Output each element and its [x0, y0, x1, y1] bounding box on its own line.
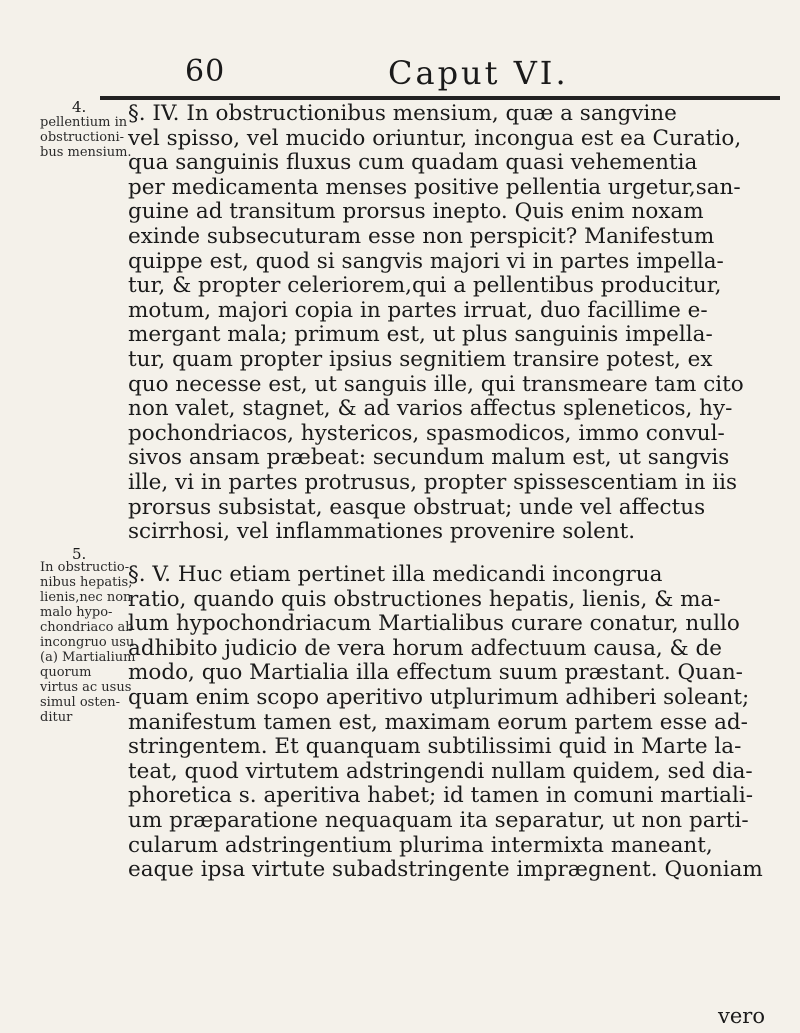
text-line: adhibito judicio de vera horum adfectuum causa, & de [128, 635, 723, 661]
text-line: teat, quod virtutem adstringendi nullam quidem, sed dia- [128, 758, 753, 784]
text-line: ratio, quando quis obstructiones hepatis, lienis, & ma- [128, 586, 721, 612]
margin-note-line: bus mensium. [40, 145, 132, 160]
header-rule [100, 96, 780, 100]
margin-marker-bottom: 5. [72, 545, 87, 563]
text-line: cularum adstringentium plurima intermixta maneant, [128, 832, 713, 858]
catchword: vero [718, 1004, 765, 1028]
text-line: per medicamenta menses positive pellentia urgetur,san- [128, 174, 741, 200]
margin-note-line: (a) Martialium [40, 650, 136, 665]
text-line: vel spisso, vel mucido oriuntur, incongua est ea Curatio, [128, 125, 742, 151]
paragraph-section-v [128, 563, 778, 883]
margin-note-line: malo hypo- [40, 605, 113, 620]
text-line: mergant mala; primum est, ut plus sanguinis impella- [128, 322, 713, 348]
text-line: tur, & propter celeriorem,qui a pellentibus producitur, [128, 273, 722, 299]
text-line: tur, quam propter ipsius segnitiem transire potest, ex [128, 346, 713, 372]
text-line: §. V. Huc etiam pertinet illa medicandi incongrua [128, 562, 663, 587]
margin-marker-top: 4. [72, 98, 87, 116]
text-line: quam enim scopo aperitivo utplurimum adhiberi soleant; [128, 684, 750, 710]
text-line: um præparatione nequaquam ita separatur, ut non parti- [128, 807, 749, 833]
text-line: sivos ansam præbeat: secundum malum est, ut sangvis [128, 445, 730, 471]
margin-note-bottom [40, 560, 136, 725]
margin-note-line: incongruo usu [40, 635, 135, 650]
text-line: lum hypochondriacum Martialibus curare conatur, nullo [128, 611, 740, 637]
text-line: stringentem. Et quanquam subtilissimi quid in Marte la- [128, 734, 742, 760]
margin-note-line: lienis,nec non [40, 590, 132, 605]
margin-note-top [40, 115, 132, 160]
text-line: manifestum tamen est, maximam eorum partem esse ad- [128, 709, 748, 735]
margin-note-line: simul osten- [40, 695, 120, 710]
margin-note-line: obstructioni- [40, 130, 125, 145]
margin-note-line: In obstructio- [40, 560, 130, 575]
paragraph-section-iv [128, 102, 778, 545]
text-line: ille, vi in partes protrusus, propter spissescentiam in iis [128, 469, 738, 495]
text-line: scirrhosi, vel inflammationes provenire solent. [128, 519, 636, 545]
text-line: modo, quo Martialia illa effectum suum præstant. Quan- [128, 660, 743, 686]
text-line: §. IV. In obstructionibus mensium, quæ a sangvine [128, 101, 677, 126]
text-line: quippe est, quod si sangvis majori vi in partes impella- [128, 248, 724, 274]
running-title: Caput VI. [388, 54, 569, 92]
margin-note-line: chondriaco ab [40, 620, 134, 635]
margin-note-line: ditur [40, 710, 73, 725]
text-line: guine ad transitum prorsus inepto. Quis enim noxam [128, 199, 704, 225]
page-number: 60 [185, 54, 226, 89]
text-line: prorsus subsistat, easque obstruat; unde vel affectus [128, 494, 706, 520]
text-line: quo necesse est, ut sanguis ille, qui transmeare tam cito [128, 371, 744, 397]
page-header [0, 54, 800, 94]
text-line: motum, majori copia in partes irruat, duo facillime e- [128, 297, 708, 323]
margin-note-line: nibus hepatis, [40, 575, 133, 590]
text-line: exinde subsecuturam esse non perspicit? Manifestum [128, 223, 715, 249]
margin-note-line: virtus ac usus [40, 680, 132, 695]
text-line: eaque ipsa virtute subadstringente imprægnent. Quoniam [128, 857, 763, 883]
text-line: phoretica s. aperitiva habet; id tamen in comuni martiali- [128, 783, 754, 809]
margin-note-line: pellentium in [40, 115, 128, 130]
margin-note-line: quorum [40, 665, 92, 680]
text-line: non valet, stagnet, & ad varios affectus spleneticos, hy- [128, 396, 733, 422]
text-line: pochondriacos, hystericos, spasmodicos, immo convul- [128, 420, 725, 446]
text-line: qua sanguinis fluxus cum quadam quasi vehementia [128, 150, 698, 176]
